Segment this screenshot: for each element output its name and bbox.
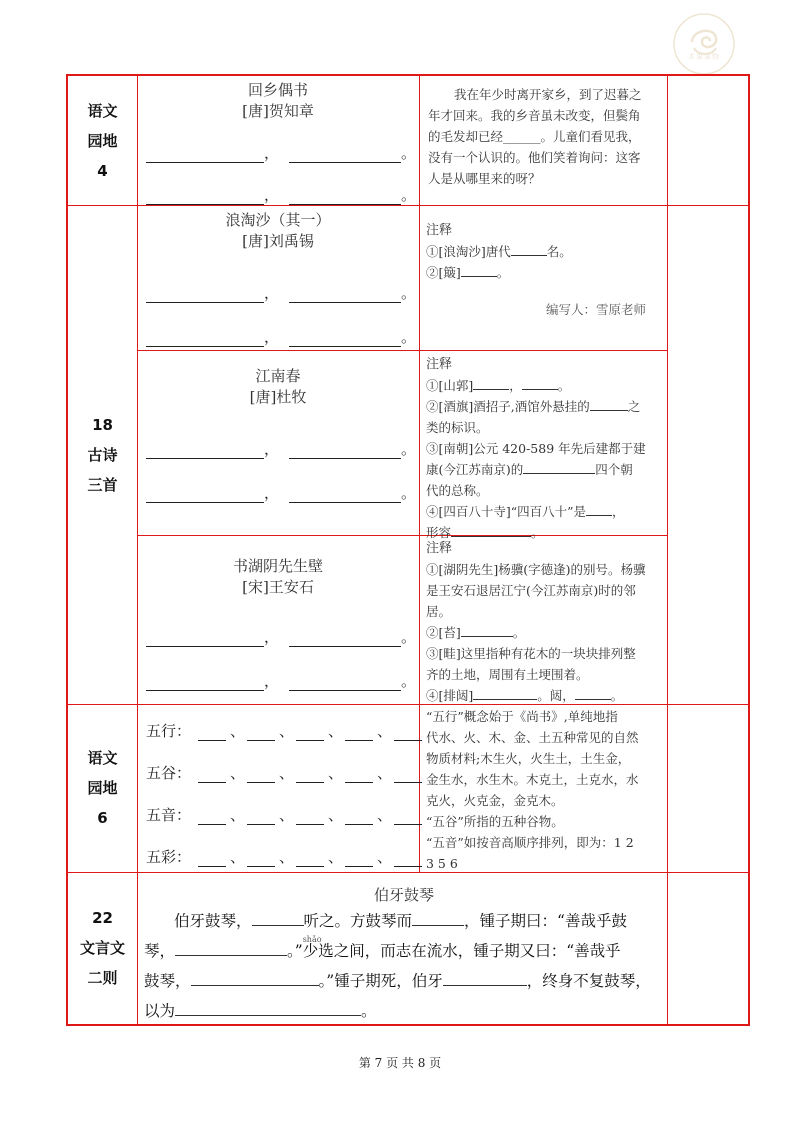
annotation-note: 注释 ①[浪淘沙]唐代 名。 ②[簸] 。 编写人：雪原老师	[426, 220, 662, 320]
poem-heading-2	[137, 210, 419, 252]
poem-title: 书湖阴先生壁	[232, 557, 323, 575]
annotation-note: 注释 ①[山郭] ， 。 ②[酒旗]酒招子,酒馆外悬挂的 之 类的标识。 ③[南朝]公元 420-589 年先后建都于建 康(今江苏南京)的 四个朝 代的总称。 ④[四百八十寺]“四百八十”是 ， 形容 。	[426, 357, 646, 540]
wenyan-passage: 伯牙鼓琴 伯牙鼓琴， 听之。方鼓琴而 ，锺子期曰：“善哉乎鼓 琴， 。” shǎo 少选之间，而志在流水，锺子期又曰：“善哉乎 鼓琴， 。”锺子期死，伯牙 ，终身不复鼓琴， 以为 。	[144, 884, 664, 1026]
poem-blank-line[interactable]: ， 。	[146, 670, 416, 691]
poem-author: [唐]贺知章	[242, 102, 314, 120]
poem-title: 回乡偶书	[247, 81, 308, 99]
poem-title: 江南春	[255, 367, 301, 385]
wugu-row[interactable]: 五谷： 、 、 、 、	[146, 762, 424, 783]
watermark-logo	[672, 12, 736, 76]
wuxing-row[interactable]: 五行： 、 、 、 、	[146, 720, 424, 741]
section-label-yuwen-4: 语文 园地 4	[87, 101, 118, 180]
poem-heading-3	[137, 366, 419, 408]
author-credit: 编写人：雪原老师	[545, 302, 646, 317]
poem-blank-line[interactable]: ， 。	[146, 482, 416, 503]
wucai-row[interactable]: 五彩： 、 、 、 、	[146, 846, 424, 867]
page-footer: 第 7 页 共 8 页	[358, 1056, 442, 1070]
worksheet-table	[66, 74, 750, 1026]
poem-author: [唐]刘禹锡	[242, 232, 314, 250]
poem-blank-line[interactable]: ， 。	[146, 282, 416, 303]
poem-blank-line[interactable]: ， 。	[146, 184, 416, 205]
poem-title: 浪淘沙（其一）	[225, 211, 331, 229]
passage-title: 伯牙鼓琴	[373, 886, 434, 904]
wuyin-row[interactable]: 五音： 、 、 、 、	[146, 804, 424, 825]
poem-author: [唐]杜牧	[249, 388, 307, 406]
swirl-logo-icon	[672, 12, 736, 76]
translation-note: 我在年少时离开家乡，到了迟暮之 年才回来。我的乡音虽未改变，但鬓角 的毛发却已经______。儿童们看见我， 没有一个认识的。他们笑着询问：这客 人是从哪里来的呀？	[428, 87, 642, 186]
poem-heading-4	[137, 556, 419, 598]
watermark-text: 木果果物	[688, 53, 720, 61]
poem-blank-line[interactable]: ， 。	[146, 142, 416, 163]
annotation-note: 注释 ①[湖阴先生]杨骥(字德逢)的别号。杨骥 是王安石退居江宁(今江苏南京)时的邻 居。 ②[苔] 。 ③[畦]这里指种有花木的一块块排列整 齐的土地，周围有土埂围着。 ④[排闼] 。闼， 。	[426, 541, 646, 703]
section-label-18-poems: 18 古诗 三首	[87, 415, 118, 494]
poem-blank-line[interactable]: ， 。	[146, 626, 416, 647]
poem-blank-line[interactable]: ， 。	[146, 326, 416, 347]
poem-author: [宋]王安石	[242, 578, 314, 596]
wuxing-explanation: “五行”概念始于《尚书》,单纯地指 代水、火、木、金、土五种常见的自然 物质材料;木生火，火生土，土生金， 金生水，水生木。木克土，土克水，水 克火，火克金，金克木。 “五谷”所指的五种谷物。 “五音”如按音高顺序排列，即为：1 2 3 5 6	[426, 709, 639, 871]
poem-blank-line[interactable]: ， 。	[146, 438, 416, 459]
section-label-22-wenyan: 22 文言文 二则	[79, 909, 125, 987]
poem-heading-1	[137, 80, 419, 122]
section-label-yuwen-6: 语文 园地 6	[87, 749, 118, 827]
